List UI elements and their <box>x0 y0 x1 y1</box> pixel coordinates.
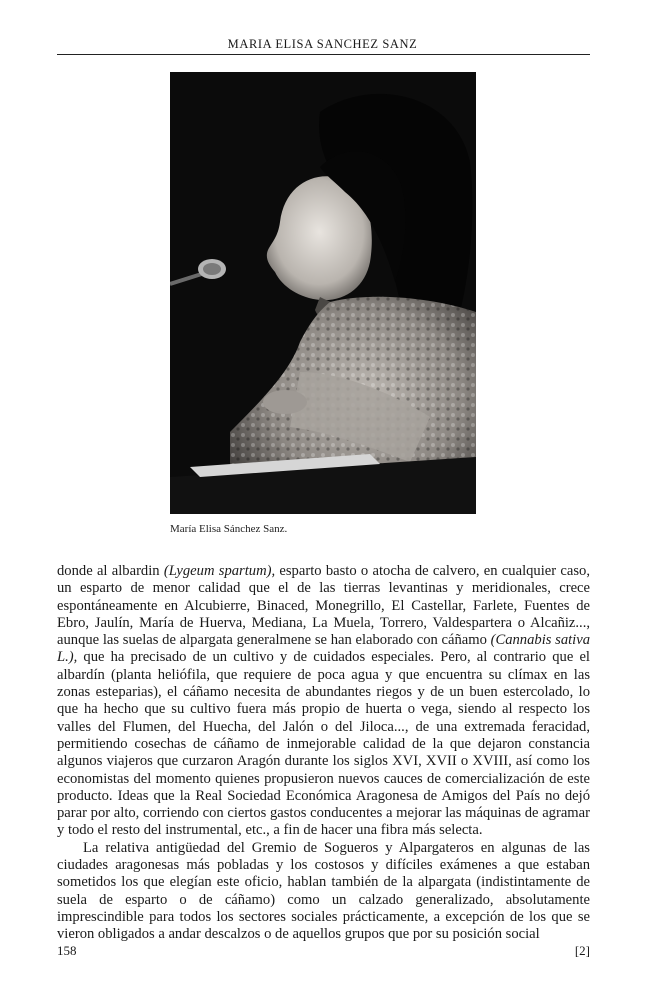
running-header: MARIA ELISA SANCHEZ SANZ <box>227 37 418 51</box>
page-number: 158 <box>57 943 77 958</box>
p1-italic-cannabis: (Cannabis sativa L.), <box>57 632 590 666</box>
portrait-illustration <box>170 72 476 514</box>
body-text <box>57 563 590 944</box>
p1-text-2: esparto basto o atocha de calvero, en cualquier caso, un esparto de menor calidad que el de las tierras levantinas y meridionales, crece espontáneamente en Alcubierre, Binaced, Monegrillo, El Castellar, Farlete, Fuentes de Ebro, Jaulín, María de Huerva, Mediana, La Muela, Torrero, Valdespartera o Alcañiz..., aunque las suelas de alpargata generalmene se han elaborado con cáñamo <box>57 563 590 649</box>
section-marker: [2] <box>574 943 590 958</box>
figure-caption: María Elisa Sánchez Sanz. <box>170 523 288 535</box>
p1-text-3: que ha precisado de un cultivo y de cuidados especiales. Pero, al contrario que el albardín (planta heliófila, que requiere de poca agua y que encuentra su clímax en las zonas esteparias), el cáñamo necesita de abundantes riegos y de un buen estercolado, lo que ha hecho que su cultivo fuera más propio de huerta o vega, siendo al respecto los valles del Flumen, del Huecha, del Jalón o del Jiloca..., de una extremada feracidad, permitiendo cosechas de cáñamo de inmejorable calidad de la que dejaron constancia algunos viajeros que curzaron Aragón durante los siglos XVI, XVII o XVIII, así como los economistas del momento quienes propusieron nuevos cauces de comercialización de este producto. Ideas que la Real Sociedad Económica Aragonesa de Amigos del País no dejó parar por alto, corriendo con ciertos gastos conducentes a mejorar las máquinas de agramar y todo el resto del instrumental, etc., a fin de hacer una fibra más selecta. <box>57 649 590 839</box>
paragraph-1 <box>57 563 590 840</box>
paragraph-2: La relativa antigüedad del Gremio de Sogueros y Alpargateros en algunas de las ciudades aragonesas más pobladas y los costosos y difíciles exámenes a que estaban sometidos los que elegían este oficio, hablan también de la alpargata (indistintamente de suela de esparto o de cáñamo) como un calzado generalizado, absolutamente imprescindible para todos los sectores sociales prácticamente, a excepción de los que se vieron obligados a andar descalzos o de aquellos grupos que por su posición social <box>57 839 590 943</box>
header-rule <box>57 54 590 55</box>
portrait-photo <box>170 72 476 514</box>
p1-italic-lygeum: (Lygeum spartum), <box>163 563 276 579</box>
p1-text-1: donde al albardin <box>57 563 164 579</box>
